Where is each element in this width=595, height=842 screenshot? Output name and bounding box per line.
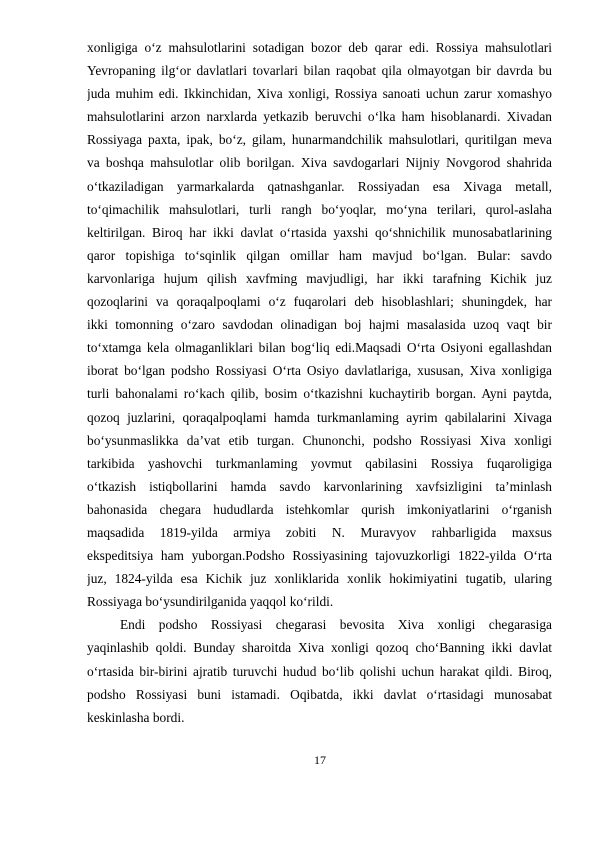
text-line: o‘tkaziladigan yarmarkalarda qatnashganlar. Rossiyadan esa Xivaga metall, [87,178,552,194]
text-line: o‘rtasida bir-birini ajratib turuvchi hudud bo‘lib qolishi uchun harakat qildi. Biroq, [87,663,552,679]
paragraph-end-line: Rossiyaga bo‘ysundirilganida yaqqol ko‘rildi. [87,594,334,610]
text-line: iborat bo‘lgan podsho Rossiyasi O‘rta Osiyo davlatlariga, xususan, Xiva xonligiga [87,363,552,379]
text-line: xonligiga o‘z mahsulotlarini sotadigan bozor deb qarar edi. Rossiya mahsulotlari [87,40,552,55]
text-line: Rossiyaga paxta, ipak, bo‘z, gilam, hunarmandchilik mahsulotlari, quritilgan meva [87,132,552,148]
text-line: qozoq juzlarini, qoraqalpoqlami hamda turkmanlaming ayrim qabilalarini Xivaga [87,409,552,425]
text-line: keltirilgan. Biroq har ikki davlat o‘rtasida yaxshi qo‘shnichilik munosabatlarining [87,224,552,240]
text-line: turli bahonalami ro‘kach qilib, bosim o‘tkazishni kuchaytirib borgan. Ayni paytda, [87,386,552,402]
text-line: tarkibida yashovchi turkmanlaming yovmut qabilasini Rossiya fuqaroligiga [87,455,552,471]
text-line: qozoqlarini va qoraqalpoqlami o‘z fuqarolari deb hisoblashlari; shuningdek, har [87,294,552,310]
page-number: 17 [314,753,326,767]
text-line: juz, 1824-yilda esa Kichik juz xonliklarida xonlik hokimiyatini tugatib, ularing [87,571,552,587]
text-line: o‘tkazish istiqbollarini hamda savdo karvonlarining xavfsizligini ta’minlash [87,478,552,494]
text-line: bo‘ysunmaslikka da’vat etib turgan. Chunonchi, podsho Rossiyasi Xiva xonligi [87,432,552,448]
text-line: karvonlariga hujum qilish xavfming mavjudligi, har ikki tarafning Kichik juz [87,270,552,286]
text-line: bahonasida chegara hududlarda istehkomlar qurish imkoniyatlarini o‘rganish [87,501,552,517]
text-line: to‘qimachilik mahsulotlari, turli rangh bo‘yoqlar, mo‘yna terilari, qurol-aslaha [87,201,552,217]
text-line: ikki tomonning o‘zaro savdodan olinadigan boj hajmi masalasida uzoq vaqt bir [87,317,552,333]
text-line: Yevropaning ilg‘or davlatlari tovarlari bilan raqobat qila olmayotgan bir davrda bu [87,63,552,79]
text-line: maqsadida 1819-yilda armiya zobiti N. Muravyov rahbarligida maxsus [87,524,552,540]
body-text [87,36,552,729]
text-line: yaqinlashib qoldi. Bunday sharoitda Xiva xonligi qozoq cho‘Banning ikki davlat [87,640,552,656]
paragraph-end-line: keskinlashа bordi. [87,709,185,725]
text-line: ekspeditsiya ham yuborgan.Podsho Rossiyasining tajovuzkorligi 1822-yilda O‘rta [87,548,552,564]
text-line: podsho Rossiyasi buni istamadi. Oqibatda, ikki davlat o‘rtasidagi munosabat [87,686,552,702]
paragraph-first-line: Endi podsho Rossiyasi chegarasi bevosita Xiva xonligi chegarasiga [120,617,552,633]
text-line: va boshqa mahsulotlar olib borilgan. Xiva savdogarlari Nijniy Novgorod shahrida [87,155,552,171]
text-line: qaror topishiga to‘sqinlik qilgan omillar ham mavjud bo‘lgan. Bular: savdo [87,247,552,263]
text-line: juda muhim edi. Ikkinchidan, Xiva xonligi, Rossiya sanoati uchun zarur xomashyo [87,86,552,102]
text-line: to‘xtamga kela olmaganliklari bilan bog‘liq edi.Maqsadi O‘rta Osiyoni egallashdan [87,340,552,356]
text-line: mahsulotlarini arzon narxlarda yetkazib beruvchi o‘lka ham hisoblanardi. Xivadan [87,109,552,125]
